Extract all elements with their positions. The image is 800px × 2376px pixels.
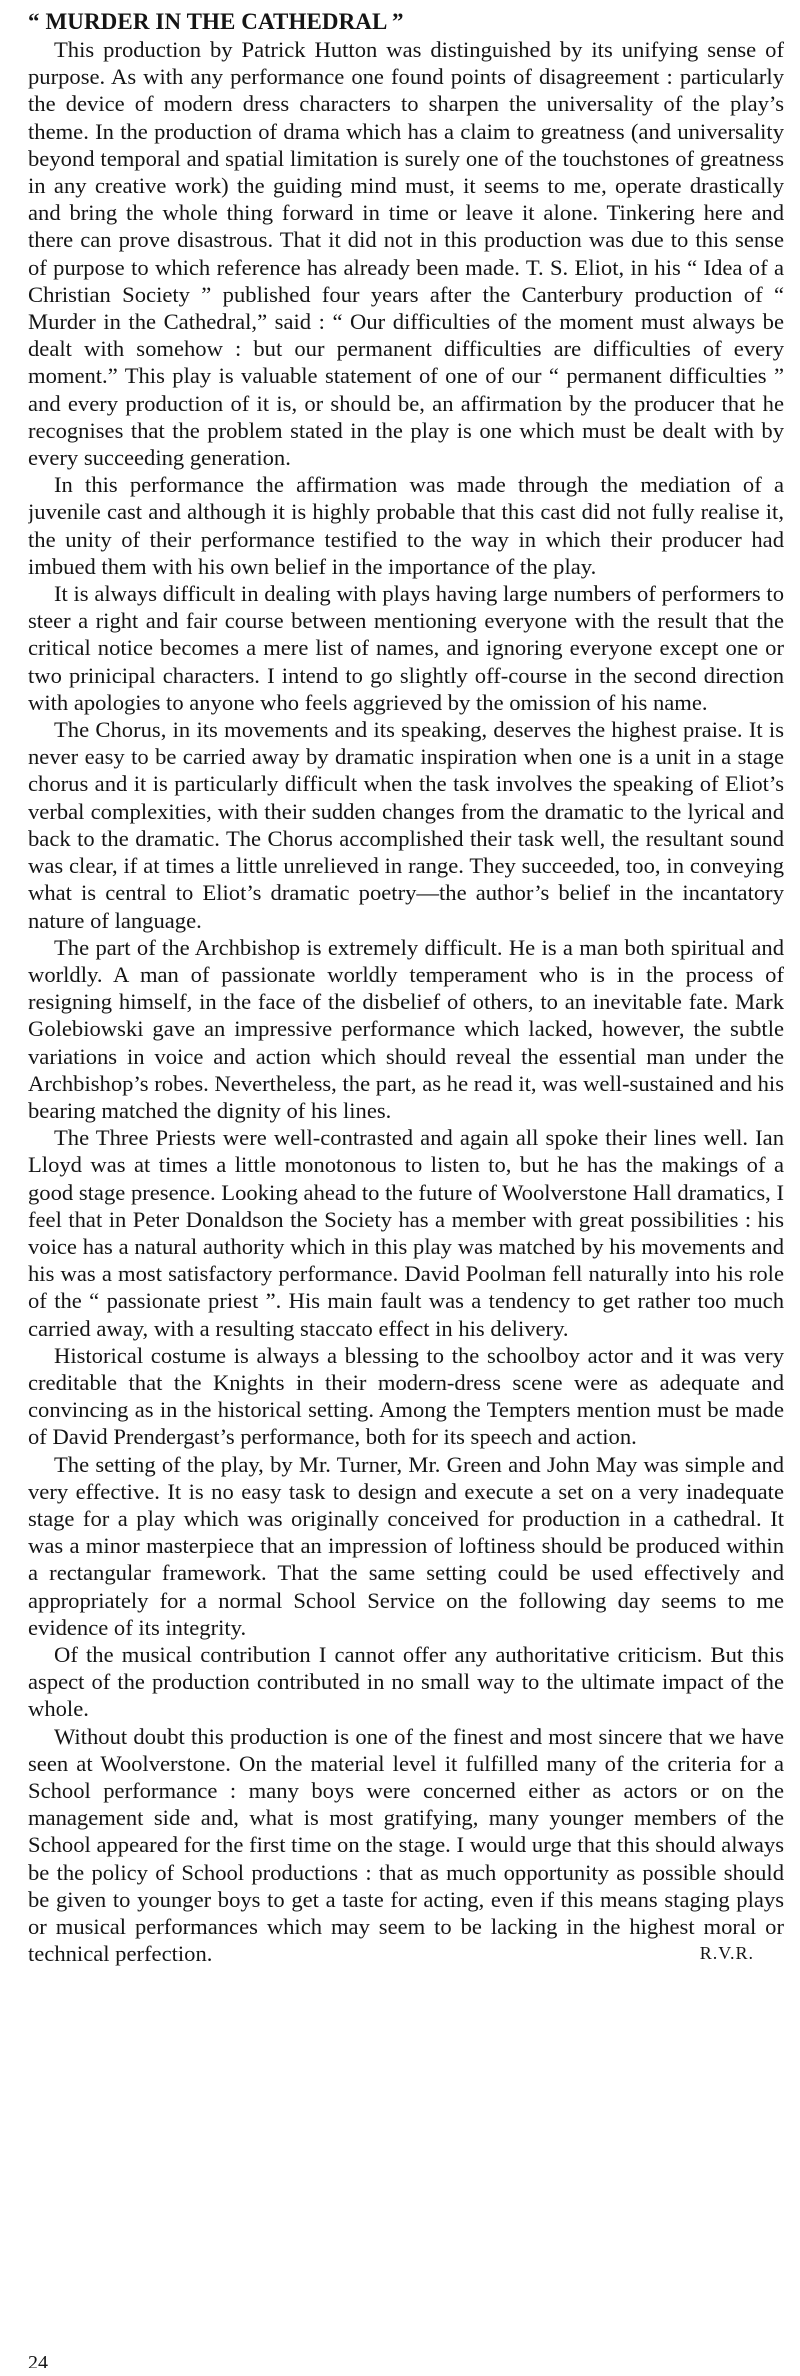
paragraph-10-text: Without doubt this production is one of the finest and most sincere that we have seen at Woolverstone. On the material level it fulfilled many of the criteria for a School performance : many boys were concerned either as actors or on the management side and, what is most gratifying, many younger members of the School appeared for the first time on the stage. I would urge that this should always be the policy of School productions : that as much opportunity as possible should be given to younger boys to get a taste for acting, even if this means staging plays or musical performances which may seem to be lacking in the highest moral or technical perfection. (28, 1723, 784, 1967)
paragraph-1: This production by Patrick Hutton was distinguished by its unifying sense of purpose. As with any performance one found points of disagreement : particularly the device of modern dress characters to sharpen the universality of the play’s theme. In the production of drama which has a claim to greatness (and universality beyond temporal and spatial limitation is surely one of the touchstones of greatness in any creative work) the guiding mind must, it seems to me, operate drastically and bring the whole thing forward in time or leave it alone. Tinkering here and there can prove disastrous. That it did not in this production was due to this sense of purpose to which reference has already been made. T. S. Eliot, in his “ Idea of a Christian Society ” published four years after the Canterbury production of “ Murder in the Cathedral,” said : “ Our difficulties of the moment must always be dealt with somehow : but our permanent difficulties are difficulties of every moment.” This play is valuable statement of one of our “ permanent difficulties ” and every production of it is, or should be, an affirmation by the producer that he recognises that the problem stated in the play is one which must be dealt with by every succeeding generation. (28, 37, 784, 471)
paragraph-2: In this performance the affirmation was made through the mediation of a juvenile cast and although it is highly probable that this cast did not fully realise it, the unity of their performance testified to the way in which their producer had imbued them with his own belief in the importance of the play. (28, 472, 784, 579)
author-initials: R.V.R. (699, 1943, 754, 1964)
paragraph-8: The setting of the play, by Mr. Turner, Mr. Green and John May was simple and very effective. It is no easy task to design and execute a set on a very inadequate stage for a play which was originally conceived for production in a cathedral. It was a minor masterpiece that an impression of loftiness should be produced within a rectangular framework. That the same setting could be used effectively and appropriately for a normal School Service on the following day seems to me evidence of its integrity. (28, 1451, 784, 1640)
paragraph-4: The Chorus, in its movements and its speaking, deserves the highest praise. It is never easy to be carried away by dramatic inspiration when one is a unit in a stage chorus and it is particularly difficult when the task involves the speaking of Eliot’s verbal complexities, with their sudden changes from the dramatic to the lyrical and back to the dramatic. The Chorus accomplished their task well, the resultant sound was clear, if at times a little unrelieved in range. They succeeded, too, in conveying what is central to Eliot’s dramatic poetry—the author’s belief in the incantatory nature of language. (28, 717, 784, 933)
page-number: 24 (28, 2352, 48, 2368)
document-page (28, 8, 784, 2368)
paragraph-10 (28, 1723, 784, 1968)
paragraph-6: The Three Priests were well-contrasted and again all spoke their lines well. Ian Lloyd was at times a little monotonous to listen to, but he has the makings of a good stage presence. Looking ahead to the future of Woolverstone Hall dramatics, I feel that in Peter Donaldson the Society has a member with great possibilities : his voice has a natural authority which in this play was matched by his movements and his was a most satisfactory performance. David Poolman fell naturally into his role of the “ passionate priest ”. His main fault was a tendency to get rather too much carried away, with a resulting staccato effect in his delivery. (28, 1125, 784, 1341)
paragraph-3: It is always difficult in dealing with plays having large numbers of performers to steer a right and fair course between mentioning everyone with the result that the critical notice becomes a mere list of names, and ignoring everyone except one or two prinicipal characters. I intend to go slightly off-course in the second direction with apologies to anyone who feels aggrieved by the omission of his name. (28, 581, 784, 715)
article-title: “ MURDER IN THE CATHEDRAL ” (28, 9, 404, 34)
paragraph-7: Historical costume is always a blessing to the schoolboy actor and it was very creditable that the Knights in their modern-dress scene were as adequate and convincing as in the historical setting. Among the Tempters mention must be made of David Prendergast’s performance, both for its speech and action. (28, 1342, 784, 1450)
paragraph-9: Of the musical contribution I cannot offer any authoritative criticism. But this aspect of the production contributed in no small way to the ultimate impact of the whole. (28, 1641, 784, 1722)
paragraph-5: The part of the Archbishop is extremely difficult. He is a man both spiritual and worldly. A man of passionate worldly temperament who is in the process of resigning himself, in the face of the disbelief of others, to an inevitable fate. Mark Golebiowski gave an impressive performance which lacked, however, the subtle variations in voice and action which should reveal the essential man under the Archbishop’s robes. Nevertheless, the part, as he read it, was well-sustained and his bearing matched the dignity of his lines. (28, 934, 784, 1123)
